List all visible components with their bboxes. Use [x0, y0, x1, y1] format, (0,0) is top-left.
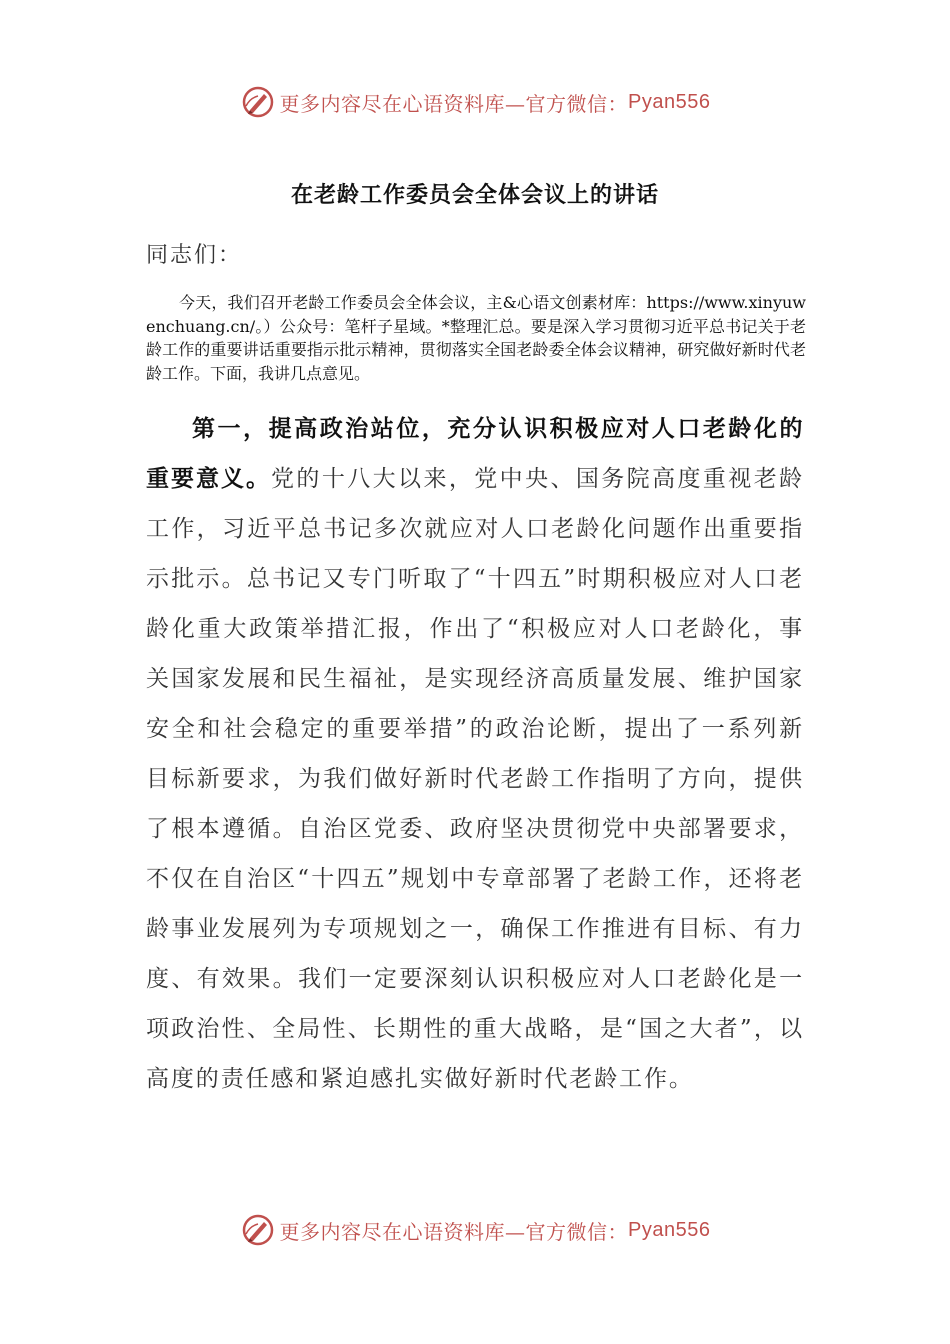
intro-paragraph: 今天，我们召开老龄工作委员会全体会议，主&心语文创素材库：https://www.xinyuwenchuang.cn/。）公众号：笔杆子星域。*整理汇总。要是深入学习贯彻习近平总书记关于老龄工作的重要讲话重要指示批示精神，贯彻落实全国老龄委全体会议精神，研究做好新时代老龄工作。下面，我讲几点意见。: [146, 293, 806, 383]
footer-wechat-id: Pyan556: [628, 1218, 711, 1241]
header-wechat-id: Pyan556: [628, 90, 711, 113]
section-1-paragraph: [146, 404, 804, 1104]
footer-banner-text: 更多内容尽在心语资料库—官方微信：: [279, 1219, 629, 1244]
page-title: 在老龄工作委员会全体会议上的讲话: [290, 183, 659, 208]
section-1-heading: 第一，提高政治站位，充分认识积极应对人口老龄化的重要意义。: [146, 415, 804, 492]
pen-logo-icon: [240, 1212, 276, 1248]
header-banner-text: 更多内容尽在心语资料库—官方微信：: [279, 91, 629, 116]
pen-logo-icon: [240, 84, 276, 120]
section-1-body: 党的十八大以来，党中央、国务院高度重视老龄工作，习近平总书记多次就应对人口老龄化问题作出重要指示批示。总书记又专门听取了“十四五”时期积极应对人口老龄化重大政策举措汇报，作出了“积极应对人口老龄化，事关国家发展和民生福祉，是实现经济高质量发展、维护国家安全和社会稳定的重要举措”的政治论断，提出了一系列新目标新要求，为我们做好新时代老龄工作指明了方向，提供了根本遵循。自治区党委、政府坚决贯彻党中央部署要求，不仅在自治区“十四五”规划中专章部署了老龄工作，还将老龄事业发展列为专项规划之一，确保工作推进有目标、有力度、有效果。我们一定要深刻认识积极应对人口老龄化是一项政治性、全局性、长期性的重大战略，是“国之大者”，以高度的责任感和紧迫感扎实做好新时代老龄工作。: [146, 466, 805, 1092]
header-banner: [0, 82, 950, 122]
salutation: 同志们：: [146, 243, 243, 268]
footer-banner: [0, 1210, 950, 1250]
